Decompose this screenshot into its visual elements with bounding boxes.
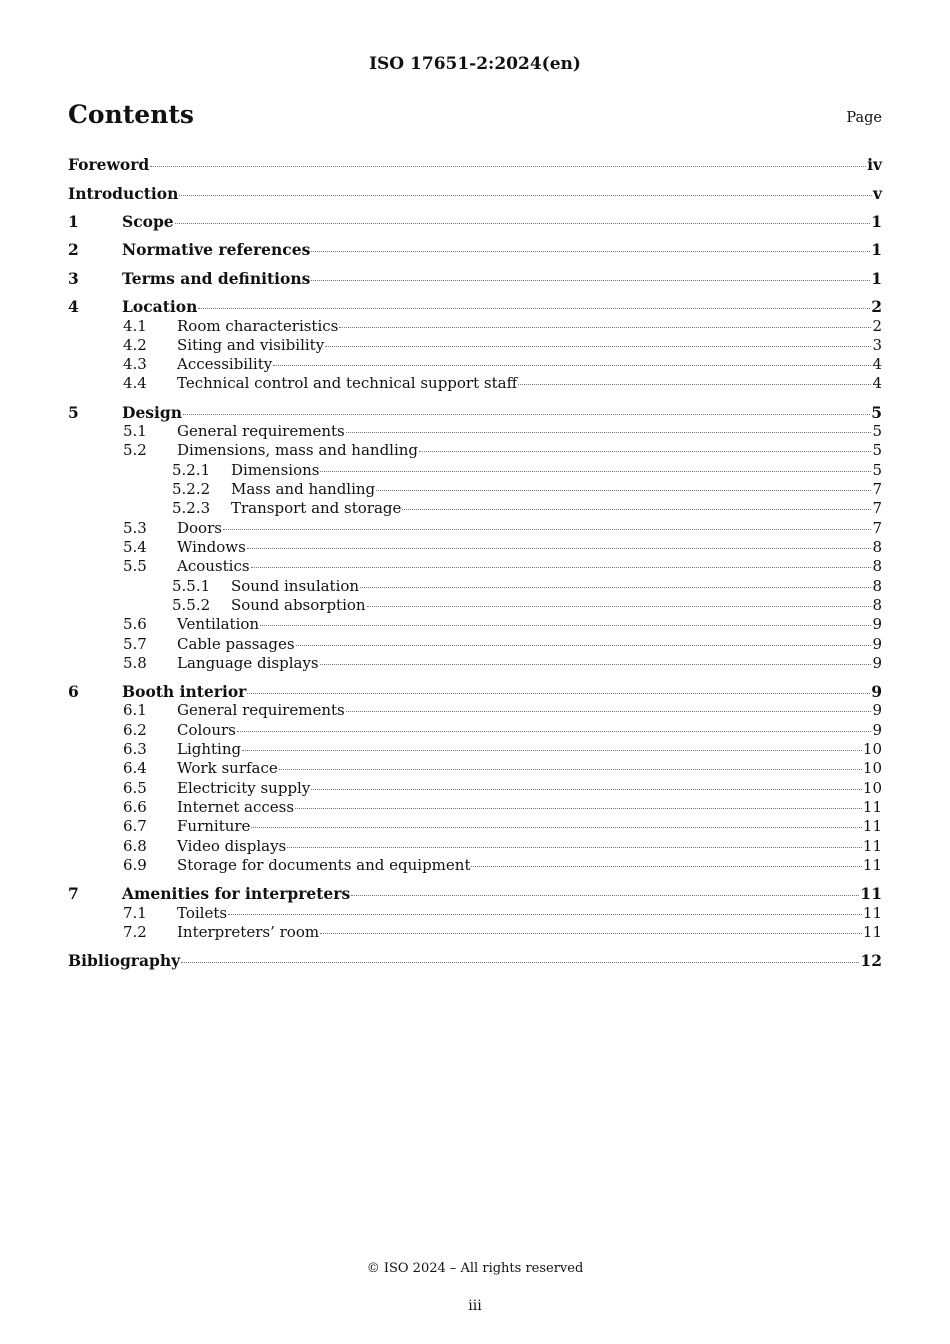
- page-column-label: Page: [846, 110, 882, 126]
- toc-entry[interactable]: [68, 538, 882, 557]
- toc-entry-number: 5.7: [123, 635, 147, 653]
- toc-entry-page: 8: [872, 577, 882, 595]
- dot-leader: [311, 789, 862, 790]
- toc-entry-title[interactable]: Internet access: [177, 798, 295, 816]
- toc-entry-title[interactable]: Scope: [122, 212, 174, 231]
- toc-entry-title[interactable]: Electricity supply: [177, 779, 311, 797]
- toc-entry-number: 7.1: [123, 904, 147, 922]
- toc-entry-number: 5.5: [123, 557, 147, 575]
- dot-leader: [279, 769, 862, 770]
- toc-entry[interactable]: [68, 519, 882, 538]
- toc-entry-title[interactable]: Dimensions: [231, 461, 320, 479]
- dot-leader: [183, 414, 870, 415]
- toc-entry[interactable]: [68, 499, 882, 518]
- dot-leader: [295, 808, 862, 809]
- toc-entry-number: 6.5: [123, 779, 147, 797]
- toc-entry[interactable]: [68, 355, 882, 374]
- dot-leader: [320, 471, 871, 472]
- toc-entry-title[interactable]: Storage for documents and equipment: [177, 856, 471, 874]
- dot-leader: [325, 346, 871, 347]
- toc-entry-page: 12: [860, 951, 882, 970]
- toc-entry-page: 11: [862, 923, 882, 941]
- toc-entry-title[interactable]: Acoustics: [177, 557, 250, 575]
- toc-entry-title[interactable]: Amenities for interpreters: [122, 884, 351, 903]
- dot-leader: [311, 280, 870, 281]
- dot-leader: [175, 223, 871, 224]
- toc-entry-page: 1: [871, 269, 882, 288]
- dot-leader: [351, 895, 859, 896]
- toc-entry[interactable]: [68, 403, 882, 422]
- dot-leader: [296, 645, 872, 646]
- toc-entry-page: 9: [872, 721, 882, 739]
- dot-leader: [181, 962, 859, 963]
- toc-entry[interactable]: [68, 155, 882, 174]
- toc-entry-number: 6.4: [123, 759, 147, 777]
- toc-entry-number: 7.2: [123, 923, 147, 941]
- toc-entry-number: 5.2.1: [172, 461, 211, 479]
- toc-entry-page: 8: [872, 596, 882, 614]
- toc-entry-number: 6.1: [123, 701, 147, 719]
- toc-entry[interactable]: [68, 441, 882, 460]
- toc-entry-page: 8: [872, 557, 882, 575]
- toc-entry-title[interactable]: Colours: [177, 721, 236, 739]
- dot-leader: [228, 914, 862, 915]
- toc-entry-page: 4: [872, 374, 882, 392]
- toc-entry-page: 9: [872, 635, 882, 653]
- dot-leader: [150, 166, 866, 167]
- toc-entry[interactable]: [68, 480, 882, 499]
- toc-entry-title[interactable]: Foreword: [68, 155, 150, 174]
- dot-leader: [247, 548, 872, 549]
- toc-entry-number: 6.9: [123, 856, 147, 874]
- toc-entry[interactable]: [68, 422, 882, 441]
- dot-leader: [247, 693, 870, 694]
- toc-entry-number: 3: [68, 269, 79, 288]
- toc-entry-title[interactable]: Mass and handling: [231, 480, 376, 498]
- toc-entry[interactable]: [68, 951, 882, 970]
- toc-entry-title[interactable]: Lighting: [177, 740, 242, 758]
- toc-entry-page: 5: [872, 461, 882, 479]
- toc-entry-title[interactable]: Location: [122, 297, 198, 316]
- toc-entry-title[interactable]: Work surface: [177, 759, 278, 777]
- toc-entry-title[interactable]: Technical control and technical support staff: [177, 374, 518, 392]
- dot-leader: [376, 490, 871, 491]
- toc-entry-page: 10: [862, 779, 882, 797]
- toc-entry-page: 9: [872, 615, 882, 633]
- toc-entry-page: 7: [872, 499, 882, 517]
- toc-entry-title[interactable]: Doors: [177, 519, 222, 537]
- toc-entry[interactable]: [68, 461, 882, 480]
- toc-entry-page: 2: [871, 297, 882, 316]
- toc-entry-number: 4.4: [123, 374, 147, 392]
- toc-entry-title[interactable]: Toilets: [177, 904, 228, 922]
- toc-entry-number: 5.3: [123, 519, 147, 537]
- toc-entry-title[interactable]: General requirements: [177, 422, 345, 440]
- toc-entry-number: 6.3: [123, 740, 147, 758]
- toc-entry-page: 11: [862, 798, 882, 816]
- toc-entry-page: 5: [871, 403, 882, 422]
- toc-entry-page: 2: [872, 317, 882, 335]
- toc-entry-title[interactable]: Video displays: [177, 837, 287, 855]
- toc-entry[interactable]: [68, 374, 882, 393]
- toc-entry-number: 5: [68, 403, 79, 422]
- toc-entry-title[interactable]: Sound absorption: [231, 596, 366, 614]
- toc-entry-page: 11: [860, 884, 882, 903]
- toc-entry-title[interactable]: Interpreters’ room: [177, 923, 320, 941]
- toc-entry-page: 7: [872, 519, 882, 537]
- toc-entry-number: 4.3: [123, 355, 147, 373]
- dot-leader: [320, 664, 872, 665]
- dot-leader: [223, 529, 871, 530]
- dot-leader: [179, 195, 872, 196]
- toc-entry-title[interactable]: Furniture: [177, 817, 251, 835]
- toc-entry-title[interactable]: Windows: [177, 538, 246, 556]
- toc-entry-title[interactable]: Siting and visibility: [177, 336, 325, 354]
- toc-entry-number: 6.8: [123, 837, 147, 855]
- toc-entry-title[interactable]: Sound insulation: [231, 577, 360, 595]
- dot-leader: [311, 251, 870, 252]
- toc-entry-number: 4.1: [123, 317, 147, 335]
- contents-heading: Contents: [68, 100, 195, 129]
- toc-entry-page: 10: [862, 759, 882, 777]
- toc-entry-page: 1: [871, 240, 882, 259]
- toc-entry-page: 9: [872, 654, 882, 672]
- toc-entry-page: 9: [871, 682, 882, 701]
- toc-entry-page: 5: [872, 441, 882, 459]
- dot-leader: [260, 625, 871, 626]
- dot-leader: [339, 327, 871, 328]
- toc-entry[interactable]: [68, 904, 882, 923]
- toc-entry-number: 6: [68, 682, 79, 701]
- toc-entry[interactable]: [68, 779, 882, 798]
- toc-entry-number: 5.5.2: [172, 596, 211, 614]
- dot-leader: [251, 567, 872, 568]
- document-id-header: ISO 17651-2:2024(en): [369, 54, 581, 74]
- toc-entry[interactable]: [68, 336, 882, 355]
- dot-leader: [320, 933, 862, 934]
- toc-entry-page: 3: [872, 336, 882, 354]
- dot-leader: [237, 731, 872, 732]
- toc-entry-title[interactable]: Booth interior: [122, 682, 247, 701]
- toc-entry-number: 4.2: [123, 336, 147, 354]
- toc-entry[interactable]: [68, 701, 882, 720]
- toc-entry-number: 7: [68, 884, 79, 903]
- toc-entry-number: 5.2.2: [172, 480, 211, 498]
- toc-entry-title[interactable]: Terms and definitions: [122, 269, 311, 288]
- toc-entry-number: 5.6: [123, 615, 147, 633]
- toc-entry-number: 6.2: [123, 721, 147, 739]
- toc-entry[interactable]: [68, 596, 882, 615]
- toc-entry-number: 6.7: [123, 817, 147, 835]
- toc-entry[interactable]: [68, 740, 882, 759]
- toc-entry-number: 6.6: [123, 798, 147, 816]
- dot-leader: [471, 866, 861, 867]
- dot-leader: [402, 509, 871, 510]
- toc-entry-title[interactable]: General requirements: [177, 701, 345, 719]
- toc-entry[interactable]: [68, 269, 882, 288]
- toc-entry-page: 4: [872, 355, 882, 373]
- toc-entry[interactable]: [68, 654, 882, 673]
- dot-leader: [419, 451, 871, 452]
- toc-entry-title[interactable]: Ventilation: [177, 615, 260, 633]
- toc-entry[interactable]: [68, 615, 882, 634]
- toc-entry-page: iv: [867, 155, 882, 174]
- toc-entry[interactable]: [68, 837, 882, 856]
- dot-leader: [273, 365, 871, 366]
- toc-entry[interactable]: [68, 635, 882, 654]
- toc-entry-page: 11: [862, 904, 882, 922]
- toc-entry[interactable]: [68, 577, 882, 596]
- toc-entry-number: 5.4: [123, 538, 147, 556]
- dot-leader: [518, 384, 871, 385]
- toc-entry-title[interactable]: Transport and storage: [231, 499, 402, 517]
- toc-entry-number: 2: [68, 240, 79, 259]
- toc-entry-number: 1: [68, 212, 79, 231]
- toc-entry[interactable]: [68, 682, 882, 701]
- dot-leader: [367, 606, 872, 607]
- toc-entry-title[interactable]: Dimensions, mass and handling: [177, 441, 419, 459]
- toc-entry-page: 11: [862, 856, 882, 874]
- toc-entry[interactable]: [68, 212, 882, 231]
- toc-entry-title[interactable]: Normative references: [122, 240, 311, 259]
- toc-entry-page: 5: [872, 422, 882, 440]
- toc-entry-page: 10: [862, 740, 882, 758]
- toc-entry-title[interactable]: Design: [122, 403, 183, 422]
- toc-entry[interactable]: [68, 759, 882, 778]
- dot-leader: [242, 750, 862, 751]
- toc-entry[interactable]: [68, 240, 882, 259]
- toc-entry[interactable]: [68, 317, 882, 336]
- toc-entry-number: 4: [68, 297, 79, 316]
- toc-entry[interactable]: [68, 884, 882, 903]
- toc-entry-title[interactable]: Cable passages: [177, 635, 295, 653]
- toc-entry-title[interactable]: Accessibility: [177, 355, 273, 373]
- dot-leader: [346, 432, 872, 433]
- dot-leader: [346, 711, 872, 712]
- toc-entry-page: 11: [862, 817, 882, 835]
- toc-entry-number: 5.2: [123, 441, 147, 459]
- toc-entry-page: 1: [871, 212, 882, 231]
- toc-entry[interactable]: [68, 184, 882, 203]
- page-number: iii: [468, 1298, 482, 1314]
- toc-entry[interactable]: [68, 557, 882, 576]
- dot-leader: [360, 587, 871, 588]
- copyright-footer: © ISO 2024 – All rights reserved: [366, 1261, 584, 1276]
- toc-entry-page: 7: [872, 480, 882, 498]
- toc-entry-number: 5.8: [123, 654, 147, 672]
- dot-leader: [198, 308, 870, 309]
- toc-entry-page: v: [872, 184, 882, 203]
- toc-entry-title[interactable]: Room characteristics: [177, 317, 339, 335]
- toc-entry[interactable]: [68, 817, 882, 836]
- dot-leader: [287, 847, 862, 848]
- toc-entry-title[interactable]: Bibliography: [68, 951, 181, 970]
- dot-leader: [251, 827, 861, 828]
- toc-entry[interactable]: [68, 721, 882, 740]
- toc-entry-page: 8: [872, 538, 882, 556]
- toc-entry[interactable]: [68, 856, 882, 875]
- toc-entry-number: 5.5.1: [172, 577, 211, 595]
- toc-entry-number: 5.2.3: [172, 499, 211, 517]
- toc-entry-page: 11: [862, 837, 882, 855]
- toc-entry-number: 5.1: [123, 422, 147, 440]
- toc-entry[interactable]: [68, 923, 882, 942]
- toc-entry[interactable]: [68, 297, 882, 316]
- toc-entry-title[interactable]: Introduction: [68, 184, 179, 203]
- toc-entry-page: 9: [872, 701, 882, 719]
- toc-entry-title[interactable]: Language displays: [177, 654, 319, 672]
- toc-entry[interactable]: [68, 798, 882, 817]
